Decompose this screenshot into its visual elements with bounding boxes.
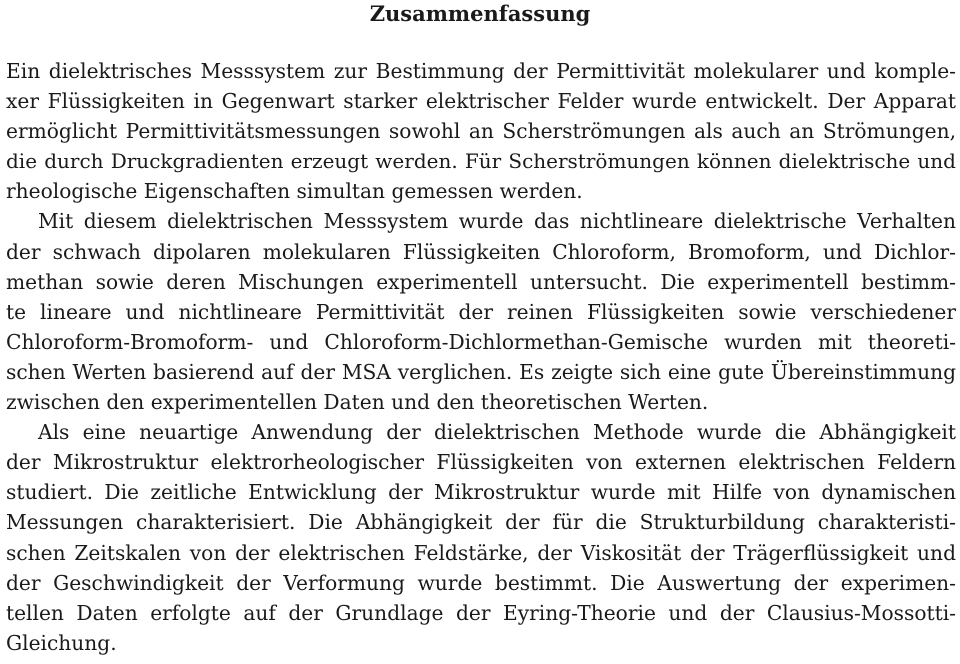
text-line: schen Zeitskalen von der elektrischen Feldstärke, der Viskosität der Trägerflüssigkeit und	[6, 540, 956, 565]
text-line: studiert. Die zeitliche Entwicklung der Mikrostruktur wurde mit Hilfe von dynamischen	[6, 480, 956, 505]
text-line: Mit diesem dielektrischen Messsystem wurde das nichtlineare dielektrische Verhalten	[38, 209, 956, 234]
text-line: ermöglicht Permittivitätsmessungen sowohl an Scherströmungen als auch an Strömungen,	[6, 119, 956, 144]
text-line: Chloroform-Bromoform- und Chloroform-Dichlormethan-Gemische wurden mit theoreti-	[6, 329, 956, 354]
text-line: die durch Druckgradienten erzeugt werden. Für Scherströmungen können dielektrische und	[6, 149, 956, 174]
text-line: der Geschwindigkeit der Verformung wurde bestimmt. Die Auswertung der experimen-	[6, 570, 956, 595]
text-line: xer Flüssigkeiten in Gegenwart starker elektrischer Felder wurde entwickelt. Der Apparat	[6, 89, 956, 114]
text-line: Als eine neuartige Anwendung der dielektrischen Methode wurde die Abhängigkeit	[38, 420, 956, 445]
text-line: schen Werten basierend auf der MSA verglichen. Es zeigte sich eine gute Übereinstimmung	[6, 359, 956, 384]
text-line: der schwach dipolaren molekularen Flüssigkeiten Chloroform, Bromoform, und Dichlor-	[6, 239, 956, 264]
page-title: Zusammenfassung	[369, 1, 591, 26]
text-line: te lineare und nichtlineare Permittivität der reinen Flüssigkeiten sowie verschiedener	[6, 299, 956, 324]
abstract-body	[0, 56, 960, 658]
text-line: Messungen charakterisiert. Die Abhängigkeit der für die Strukturbildung charakteristi-	[6, 510, 956, 535]
text-line: zwischen den experimentellen Daten und den theoretischen Werten.	[6, 390, 709, 415]
text-line: tellen Daten erfolgte auf der Grundlage der Eyring-Theorie und der Clausius-Mossotti-	[6, 600, 956, 625]
text-line: methan sowie deren Mischungen experimentell untersucht. Die experimentell bestimm-	[6, 269, 956, 294]
text-line: Ein dielektrisches Messsystem zur Bestimmung der Permittivität molekularer und komple-	[6, 59, 956, 83]
text-line: rheologische Eigenschaften simultan gemessen werden.	[6, 179, 583, 204]
text-line: Gleichung.	[6, 630, 117, 655]
text-line: der Mikrostruktur elektrorheologischer Flüssigkeiten von externen elektrischen Feldern	[6, 450, 956, 475]
